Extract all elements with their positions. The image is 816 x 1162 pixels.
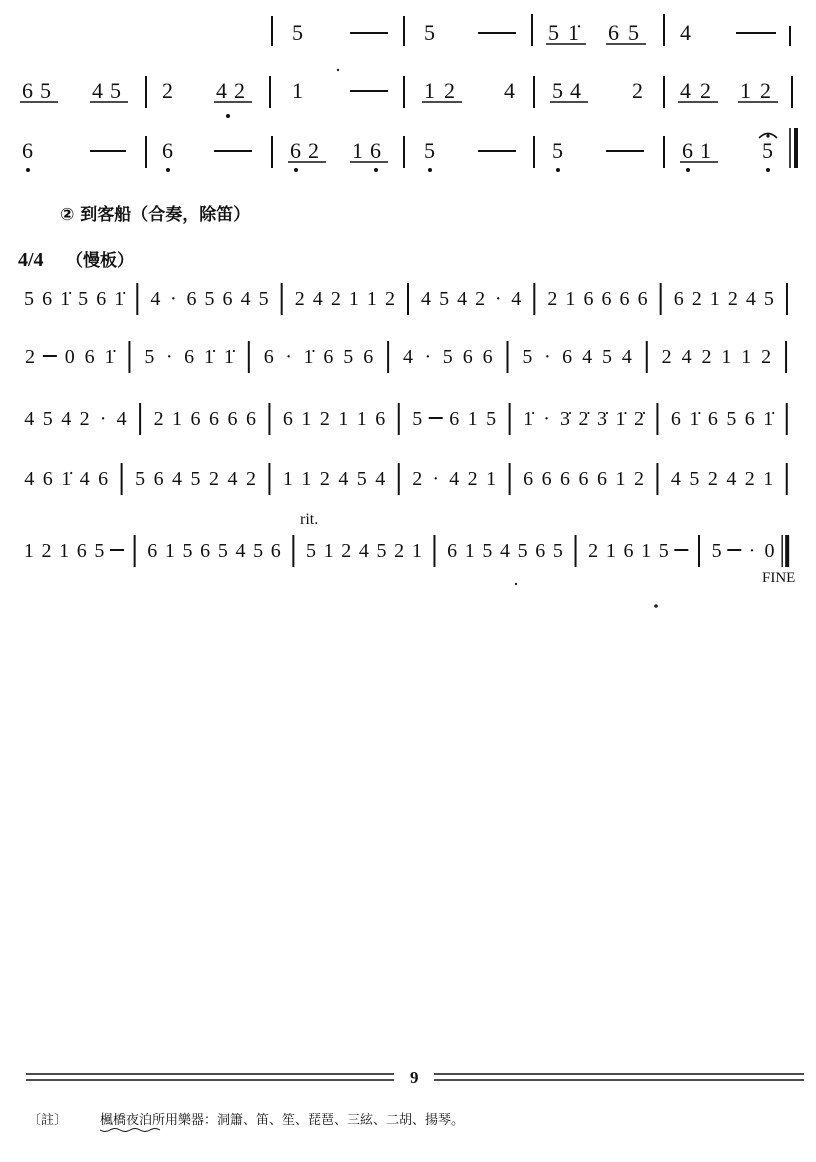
note-token: 4: [421, 288, 432, 310]
note-token: 1̇: [223, 346, 234, 368]
note-token: 5: [78, 288, 89, 310]
note-token: 4: [680, 20, 691, 45]
note-token: 6: [290, 138, 301, 163]
note-token: 4: [570, 78, 581, 103]
note-token: 2: [633, 468, 644, 490]
dot-augmentation: ·: [432, 468, 440, 490]
note-token: 2̇: [578, 408, 589, 430]
note-token: 1: [348, 288, 359, 310]
dot-augmentation: ·: [494, 288, 502, 310]
note-token: 1: [59, 540, 70, 562]
note-token: 1: [323, 540, 334, 562]
note-token: 1̇: [568, 20, 579, 45]
note-token: 1: [605, 540, 616, 562]
note-token: 2: [761, 346, 772, 368]
note-token: 1̇: [763, 408, 774, 430]
note-token: 1: [301, 468, 312, 490]
note-token: 2: [588, 540, 599, 562]
note-token: 4: [24, 468, 35, 490]
time-signature: 4/4: [18, 249, 44, 271]
note-token: 2: [162, 78, 173, 103]
note-token: 4: [582, 346, 593, 368]
note-token: 4: [235, 540, 246, 562]
note-token: 1̇: [104, 346, 115, 368]
note-token: 2: [701, 346, 712, 368]
note-token: 6: [744, 408, 755, 430]
note-token: 2: [707, 468, 718, 490]
note-token: 1̇: [114, 288, 125, 310]
note-token: 1: [709, 288, 720, 310]
note-token: 6: [637, 288, 648, 310]
dot-augmentation: ·: [99, 408, 107, 430]
note-token: 4: [172, 468, 183, 490]
note-token: 6: [42, 468, 53, 490]
note-token: 3̇: [597, 408, 607, 430]
note-token: 4: [681, 346, 692, 368]
fine-marking: FINE: [762, 570, 796, 586]
note-token: 6: [562, 346, 573, 368]
note-token: 2: [760, 78, 771, 103]
note-token: 5: [482, 540, 493, 562]
note-token: 5: [517, 540, 528, 562]
note-token: 2: [444, 78, 455, 103]
note-token: 6: [370, 138, 381, 163]
note-token: 5: [204, 288, 215, 310]
note-token: 2: [24, 346, 35, 368]
note-token: 2: [294, 288, 305, 310]
print-speck: [515, 583, 517, 585]
footnote-text: 楓橋夜泊所用樂器：洞簫、笛、笙、琵琶、三絃、二胡、揚琴。: [100, 1113, 465, 1128]
note-token: 6: [619, 288, 630, 310]
dot-augmentation: ·: [543, 408, 550, 430]
note-token: 6: [84, 346, 95, 368]
note-token: 3̇: [560, 408, 571, 430]
note-token: 6: [623, 540, 634, 562]
note-token: 5: [439, 288, 450, 310]
note-token: 4: [504, 78, 515, 103]
note-token: 2: [245, 468, 256, 490]
note-token: 1: [740, 78, 751, 103]
note-token: 5: [190, 468, 201, 490]
note-token: 6: [523, 468, 534, 490]
note-token: 2: [700, 78, 711, 103]
note-token: 5: [135, 468, 146, 490]
section-title: ② 到客船（合奏，除笛）: [60, 205, 251, 225]
note-token: 6: [601, 288, 612, 310]
note-token: 2: [319, 408, 330, 430]
note-token: 4: [312, 288, 323, 310]
note-token: 6: [96, 288, 107, 310]
note-token: 5: [356, 468, 367, 490]
note-token: 2: [384, 288, 395, 310]
note-token: 5: [182, 540, 193, 562]
note-token: 6: [578, 468, 589, 490]
note-token: 5: [522, 346, 533, 368]
note-token: 1̇: [204, 346, 215, 368]
note-token: 6: [462, 346, 473, 368]
dot-augmentation: ·: [424, 346, 432, 368]
note-token: 1: [641, 540, 652, 562]
note-token: 5: [412, 408, 423, 430]
note-token: 6: [608, 20, 619, 45]
note-token: 5: [689, 468, 700, 490]
note-token: 1̇: [303, 346, 314, 368]
note-token: 2: [691, 288, 702, 310]
section-heading: [18, 204, 250, 271]
page-number-rule: [26, 1068, 804, 1087]
note-token: 4: [227, 468, 238, 490]
note-token: 1: [700, 138, 711, 163]
note-token: 5: [763, 288, 774, 310]
dot-augmentation: ·: [748, 540, 756, 562]
note-token: 1: [424, 78, 435, 103]
note-token: 5: [552, 138, 563, 163]
note-token: 6: [76, 540, 87, 562]
note-token: 6: [482, 346, 493, 368]
note-token: 6: [447, 540, 458, 562]
note-token: 6: [597, 468, 607, 490]
note-token: 1: [301, 408, 312, 430]
note-token: 1̇: [689, 408, 700, 430]
note-token: 5: [253, 540, 264, 562]
note-token: 5: [548, 20, 559, 45]
note-token: 1: [411, 540, 422, 562]
note-token: 2̇: [633, 408, 644, 430]
note-token: 4: [680, 78, 691, 103]
note-token: 5: [306, 540, 316, 562]
note-token: 6: [707, 408, 718, 430]
note-token: 5: [217, 540, 228, 562]
note-token: 6: [560, 468, 571, 490]
note-token: 1: [467, 408, 478, 430]
print-speck: [654, 604, 658, 608]
note-token: 5: [258, 288, 269, 310]
note-token: 6: [200, 540, 211, 562]
note-token: 1: [565, 288, 576, 310]
note-token: 2: [341, 540, 352, 562]
note-token: 4: [61, 408, 72, 430]
note-token: 6: [263, 346, 274, 368]
note-token: 6: [375, 408, 386, 430]
note-token: 1̇: [523, 408, 534, 430]
note-token: 4: [79, 468, 90, 490]
note-token: 2: [661, 346, 672, 368]
note-token: 5: [442, 346, 453, 368]
note-token: 4: [457, 288, 468, 310]
note-token: 6: [583, 288, 594, 310]
note-token: 6: [541, 468, 552, 490]
note-token: 4: [500, 540, 510, 562]
note-token: 1: [352, 138, 363, 163]
print-speck: [337, 69, 339, 71]
note-token: 4: [216, 78, 227, 103]
dot-augmentation: ·: [543, 346, 551, 368]
dot-augmentation: ·: [285, 346, 292, 368]
note-token: 2: [234, 78, 245, 103]
dot-augmentation: ·: [165, 346, 173, 368]
note-token: 2: [727, 288, 738, 310]
note-token: 6: [147, 540, 158, 562]
note-token: 2: [467, 468, 478, 490]
note-token: 5: [376, 540, 387, 562]
note-token: 6: [222, 288, 233, 310]
note-token: 5: [658, 540, 669, 562]
note-token: 1: [763, 468, 774, 490]
note-token: 6: [670, 408, 681, 430]
rit-marking: rit.: [300, 511, 319, 528]
note-token: 2: [744, 468, 755, 490]
note-token: 6: [535, 540, 546, 562]
note-token: 4: [375, 468, 386, 490]
note-token: 6: [42, 288, 53, 310]
note-token: 0: [764, 540, 775, 562]
note-token: 6: [282, 408, 293, 430]
note-token: 6: [22, 78, 33, 103]
note-token: 4: [240, 288, 251, 310]
note-token: 4: [449, 468, 460, 490]
note-token: 1: [338, 408, 349, 430]
note-token: 1: [615, 468, 626, 490]
note-token: 5: [42, 408, 53, 430]
note-token: 6: [184, 346, 195, 368]
note-token: 4: [726, 468, 737, 490]
tempo-marking: （慢板）: [66, 251, 134, 271]
note-token: 4: [24, 408, 35, 430]
note-token: 4: [338, 468, 349, 490]
note-token: 2: [394, 540, 405, 562]
note-token: 1: [23, 540, 34, 562]
note-token: 2: [209, 468, 219, 490]
note-token: 4: [511, 288, 522, 310]
note-token: 5: [24, 288, 35, 310]
note-token: 6: [190, 408, 201, 430]
note-token: 5: [711, 540, 722, 562]
note-token: 1: [721, 346, 732, 368]
note-token: 4: [403, 346, 413, 368]
note-token: 5: [486, 408, 497, 430]
note-token: 6: [323, 346, 334, 368]
note-token: 1: [741, 346, 752, 368]
note-token: 5: [94, 540, 105, 562]
note-token: 6: [186, 288, 197, 310]
note-token: 2: [475, 288, 486, 310]
note-token: 5: [726, 408, 737, 430]
note-token: 2: [412, 468, 423, 490]
note-token: 5: [424, 20, 435, 45]
note-token: 1: [356, 408, 367, 430]
notation-system-3: [22, 128, 796, 172]
note-token: 1̇: [61, 468, 72, 490]
note-token: 5: [601, 346, 612, 368]
note-token: 0: [64, 346, 75, 368]
note-token: 6: [245, 408, 256, 430]
note-token: 4: [92, 78, 103, 103]
note-token: 4: [745, 288, 756, 310]
note-token: 6: [22, 138, 33, 163]
note-token: 1: [292, 78, 303, 103]
note-token: 2: [41, 540, 52, 562]
note-token: 6: [682, 138, 693, 163]
note-token: 2: [319, 468, 330, 490]
note-token: 6: [227, 408, 238, 430]
note-token: 5: [552, 540, 563, 562]
note-token: 1̇: [60, 288, 71, 310]
note-token: 4: [358, 540, 369, 562]
note-token: 4: [116, 408, 127, 430]
note-token: 6: [209, 408, 219, 430]
note-token: 6: [449, 408, 460, 430]
note-token: 2: [632, 78, 643, 103]
note-token: 5: [40, 78, 51, 103]
note-token: 5: [424, 138, 435, 163]
note-token: 1: [366, 288, 377, 310]
note-token: 1: [164, 540, 175, 562]
note-token: 2: [79, 408, 90, 430]
note-token: 6: [98, 468, 109, 490]
note-token: 2: [308, 138, 319, 163]
note-token: 4: [621, 346, 632, 368]
footnote-label: 〔註〕: [28, 1113, 68, 1128]
note-token: 5: [552, 78, 563, 103]
note-token: 2: [547, 288, 558, 310]
note-token: 2: [153, 408, 164, 430]
note-token: 5: [628, 20, 639, 45]
page-number: 9: [410, 1068, 419, 1087]
note-token: 2: [330, 288, 341, 310]
notation-system-1: [272, 14, 790, 46]
note-token: 4: [150, 288, 161, 310]
note-token: 5: [144, 346, 155, 368]
note-token: 1: [464, 540, 475, 562]
note-token: 6: [270, 540, 281, 562]
note-token: 5: [110, 78, 121, 103]
dot-augmentation: ·: [170, 288, 177, 310]
note-token: 6: [153, 468, 164, 490]
note-token: 6: [363, 346, 374, 368]
dense-notation-block: [24, 283, 787, 567]
footnote: [28, 1112, 464, 1132]
note-token: 4: [670, 468, 681, 490]
note-token: 6: [162, 138, 173, 163]
note-token: 5: [343, 346, 354, 368]
note-token: 1: [282, 468, 293, 490]
note-token: 1: [486, 468, 497, 490]
note-token: 6: [673, 288, 684, 310]
note-token: 5: [292, 20, 303, 45]
note-token: 1̇: [615, 408, 626, 430]
note-token: 1: [172, 408, 183, 430]
notation-system-2: [20, 76, 792, 118]
note-token: 5: [762, 138, 773, 163]
